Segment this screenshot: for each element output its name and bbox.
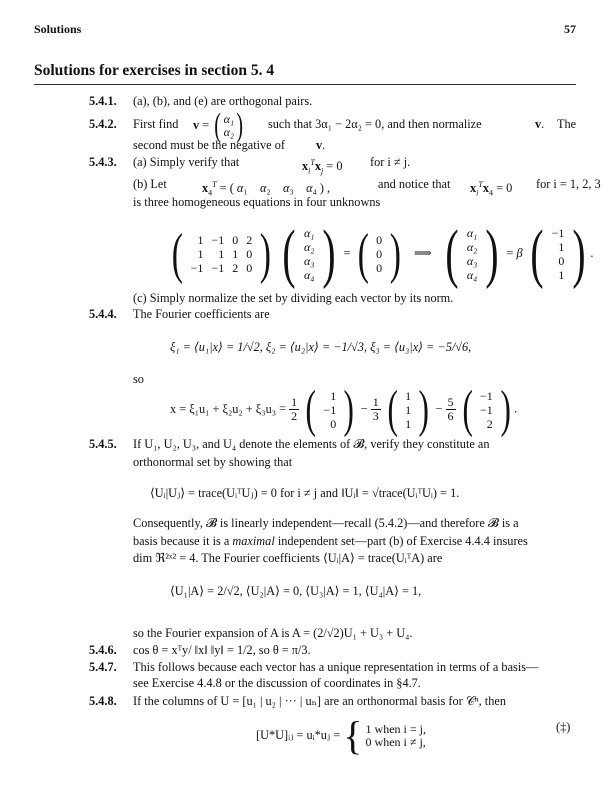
exercise-542-text-b: such that 3α₁ − 2α₂ = 0, and then normalize: [268, 117, 482, 131]
page-number: 57: [564, 22, 576, 36]
exercise-number-547: 5.4.7.: [89, 660, 117, 674]
exercise-542-text-d: second must be the negative of: [133, 138, 285, 152]
exercise-547-text-b: see Exercise 4.4.8 or the discussion of coordinates in §4.7.: [133, 676, 421, 690]
exercise-545-text-b: orthonormal set by showing that: [133, 455, 293, 469]
vector-v-def: v = ( α₁ α₂ ): [193, 107, 244, 144]
solution-vector: −1 1 0 1: [551, 226, 565, 282]
header-left: Solutions: [34, 22, 82, 36]
exercise-543-text-a: (a) Simply verify that: [133, 155, 240, 169]
orthonormal-conditions-equation: ⟨Uᵢ|Uⱼ⟩ = trace(UᵢᵀUⱼ) = 0 for i ≠ j and ‖Uᵢ‖ = √trace(UᵢᵀUᵢ) = 1.: [150, 486, 460, 500]
exercise-543-text-c: (b) Let: [133, 177, 167, 191]
fourier-coefficients-equation: ξ₁ = ⟨u₁|x⟩ = 1/√2, ξ₂ = ⟨u₂|x⟩ = −1/√3, ξ₃ = ⟨u₃|x⟩ = −5/√6,: [170, 340, 472, 354]
exercise-number-541: 5.4.1.: [89, 94, 117, 108]
exercise-number-545: 5.4.5.: [89, 437, 117, 451]
exercise-number-546: 5.4.6.: [89, 643, 117, 657]
zero-vector: 0 0 0: [376, 233, 383, 275]
exercise-number-542: 5.4.2.: [89, 117, 117, 131]
section-rule: [34, 84, 576, 85]
exercise-542-text-c: The: [557, 117, 577, 131]
exercise-number-544: 5.4.4.: [89, 307, 117, 321]
exercise-543-text-d: and notice that: [378, 177, 451, 191]
exercise-545-text-e: dim ℜ²ˣ² = 4. The Fourier coefficients ⟨Uᵢ|A⟩ = trace(UᵢᵀA) are: [133, 551, 443, 565]
exercise-542-text-a: First find: [133, 117, 179, 131]
alpha-vector: α₁ α₂ α₃ α₄: [303, 226, 315, 282]
exercise-543-text-f: is three homogeneous equations in four unknowns: [133, 195, 381, 209]
exercise-543-text-g: (c) Simply normalize the set by dividing each vector by its norm.: [133, 291, 454, 305]
exercise-548-text: If the columns of U = [u₁ | u₂ | ··· | uₙ] are an orthonormal basis for 𝒞ⁿ, then: [133, 694, 506, 708]
vector-v-label: v.: [535, 117, 545, 131]
equation-tag: (‡): [556, 720, 571, 734]
case-equal: 1 when i = j,: [365, 721, 426, 736]
exercise-546-text: cos θ = xᵀy/ ‖x‖ ‖y‖ = 1/2, so θ = π/3.: [133, 643, 311, 657]
exercise-545-text-a: If U₁, U₂, U₃, and U₄ denote the elements of 𝓑, verify they constitute an: [133, 437, 490, 451]
exercise-545-text-f: so the Fourier expansion of A is A = (2/√2)U₁ + U₃ + U₄.: [133, 626, 413, 640]
vector-v-label-2: v.: [316, 138, 326, 152]
exercise-544-text-a: The Fourier coefficients are: [133, 307, 270, 321]
exercise-547-text-a: This follows because each vector has a unique representation in terms of a basis—: [133, 660, 539, 674]
orthogonality-condition: $x_i^Tx_j = 0$: [302, 158, 343, 176]
u1-vector: 1 −1 0: [323, 388, 337, 431]
exercise-number-543: 5.4.3.: [89, 155, 117, 169]
exercise-543-text-b: for i ≠ j.: [370, 155, 411, 169]
u2-vector: 1 1 1: [405, 388, 412, 431]
section-title: Solutions for exercises in section 5. 4: [34, 62, 275, 79]
exercise-544-text-b: so: [133, 372, 144, 386]
exercise-541-text: (a), (b), and (e) are orthogonal pairs.: [133, 94, 313, 108]
exercise-545-text-c: Consequently, 𝓑 is linearly independent—recall (5.4.2)—and therefore 𝓑 is a: [133, 516, 519, 530]
x4-orthogonality: $x_i^Tx_4 = 0$: [470, 180, 513, 198]
exercise-543-text-e: for i = 1, 2, 3: [536, 177, 601, 191]
homogeneous-system-equation: ( 1 −1 0 2 1 1 1 0 −1 −1 2 0 ) ( α₁ α₂ α₃ α₄ ) = ( 0 0 0 ) ⟹ ( α₁ α₂ α₃ α₄ ) = β ( −1 1 0 1 ) .: [171, 217, 594, 290]
exercise-number-548: 5.4.8.: [89, 694, 117, 708]
x4-definition: $x_4^T$ = ( α₁ α₂ α₃ α₄ ) ,: [202, 180, 331, 198]
running-header: [34, 22, 576, 38]
unitary-condition-equation: [U*U]ᵢⱼ = uᵢ*uⱼ = { 1 when i = j, 0 when i ≠ j,: [256, 713, 426, 758]
case-not-equal: 0 when i ≠ j,: [365, 734, 426, 749]
matrix-fourier-coefficients-equation: ⟨U₁|A⟩ = 2/√2, ⟨U₂|A⟩ = 0, ⟨U₃|A⟩ = 1, ⟨U₄|A⟩ = 1,: [170, 584, 422, 598]
coefficient-matrix: 1 −1 0 2 1 1 1 0 −1 −1 2 0: [190, 233, 253, 275]
exercise-545-text-d: basis because it is a maximal independent set—part (b) of Exercise 4.4.4 insures: [133, 534, 528, 548]
alpha-vector-2: α₁ α₂ α₃ α₄: [466, 226, 478, 282]
u3-vector: −1 −1 2: [479, 388, 493, 431]
fourier-expansion-equation: x = ξ₁u₁ + ξ₂u₂ + ξ₃u₃ = $\frac{1}{2}$ ( 1 −1 0 ) − $\frac{1}{3}$ ( 1 1 1 ) − $\frac{5}{6}$ ( −1 −1 2 ) .: [170, 381, 518, 438]
